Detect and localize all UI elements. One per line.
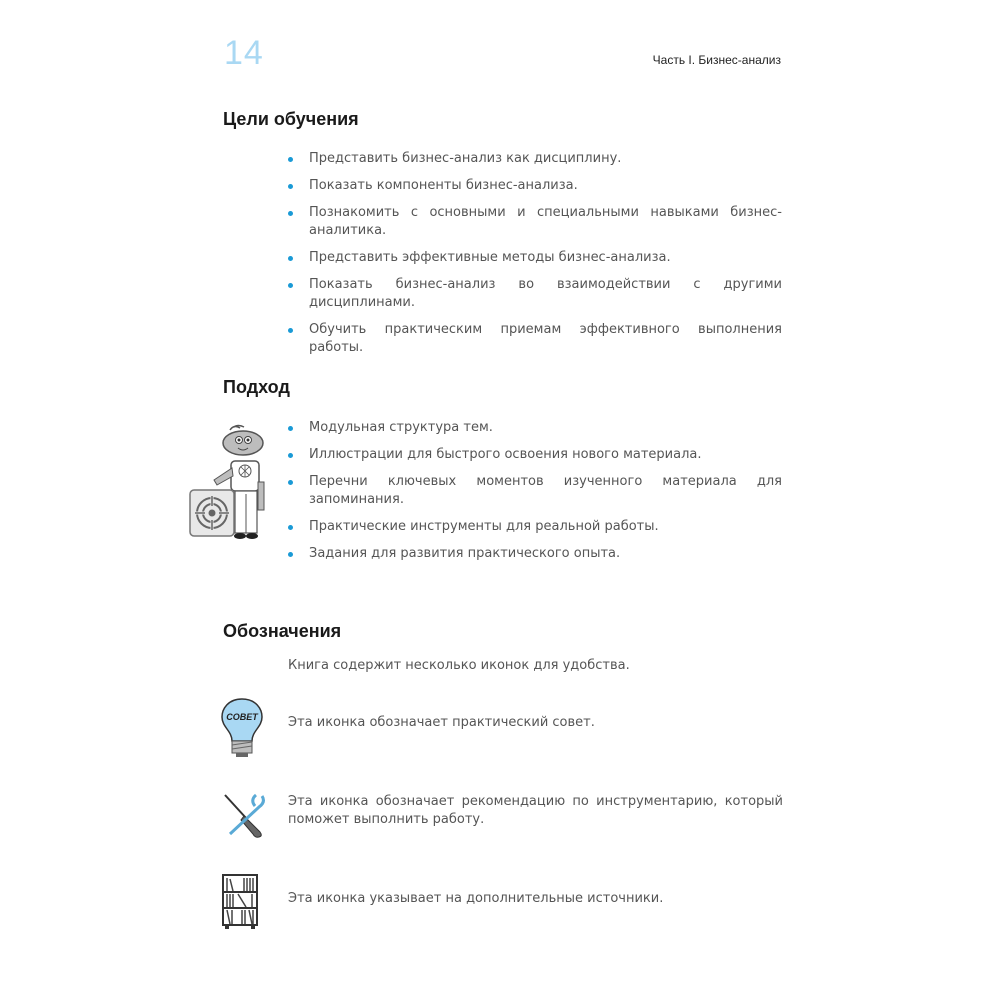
legend-entry-text: Эта иконка обозначает рекомендацию по инструментарию, который поможет выполнить работу. xyxy=(288,794,783,827)
character-with-target-icon xyxy=(188,424,268,542)
bookshelf-icon xyxy=(222,874,258,930)
list-item: Представить эффективные методы бизнес-анализа. xyxy=(287,249,782,267)
list-item: Показать компоненты бизнес-анализа. xyxy=(287,177,782,195)
list-item: Практические инструменты для реальной работы. xyxy=(287,518,782,536)
list-item: Модульная структура тем. xyxy=(287,419,782,437)
legend-entry-text: Эта иконка указывает на дополнительные источники. xyxy=(288,891,664,906)
list-item: Иллюстрации для быстрого освоения нового материала. xyxy=(287,446,782,464)
list-item: Представить бизнес-анализ как дисциплину. xyxy=(287,150,782,168)
section-title-legend: Обозначения xyxy=(223,621,342,641)
tools-icon xyxy=(222,792,266,838)
lightbulb-tip-icon xyxy=(220,697,264,761)
list-item: Перечни ключевых моментов изученного материала для запоминания. xyxy=(287,473,782,509)
running-head: Часть I. Бизнес-анализ xyxy=(652,53,781,67)
legend-intro: Книга содержит несколько иконок для удобства. xyxy=(288,658,630,673)
tip-icon-label: СОВЕТ xyxy=(226,712,258,722)
section-title-approach: Подход xyxy=(223,377,290,397)
list-item: Познакомить с основными и специальными навыками бизнес-аналитика. xyxy=(287,204,782,240)
list-item: Показать бизнес-анализ во взаимодействии с другими дисциплинами. xyxy=(287,276,782,312)
goals-list xyxy=(287,150,782,366)
list-item: Обучить практическим приемам эффективного выполнения работы. xyxy=(287,321,782,357)
page-number: 14 xyxy=(224,34,264,72)
approach-list xyxy=(287,419,782,572)
list-item: Задания для развития практического опыта. xyxy=(287,545,782,563)
section-title-goals: Цели обучения xyxy=(223,109,359,129)
legend-entry-text: Эта иконка обозначает практический совет. xyxy=(288,715,595,730)
